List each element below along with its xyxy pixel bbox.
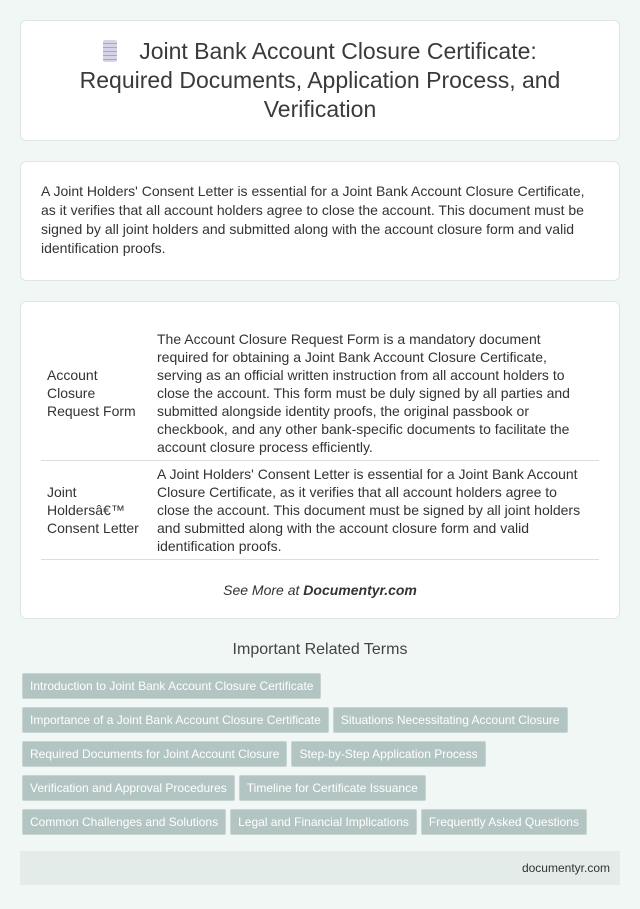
intro-card [20, 161, 620, 281]
page-title-text: Joint Bank Account Closure Certificate: Required Documents, Application Process, and Verification [79, 38, 561, 122]
related-tags [0, 673, 640, 843]
table-row [41, 461, 599, 560]
tag[interactable]: Importance of a Joint Bank Account Closure Certificate [22, 707, 329, 733]
header-card [20, 20, 620, 141]
tag[interactable]: Situations Necessitating Account Closure [333, 707, 568, 733]
see-more-site[interactable]: Documentyr.com [303, 582, 417, 598]
tag[interactable]: Frequently Asked Questions [421, 809, 587, 835]
tag[interactable]: Legal and Financial Implications [230, 809, 417, 835]
tag[interactable]: Timeline for Certificate Issuance [239, 775, 426, 801]
tag[interactable]: Common Challenges and Solutions [22, 809, 226, 835]
documents-card [20, 301, 620, 619]
document-icon [103, 40, 117, 62]
see-more-prefix: See More at [223, 582, 304, 598]
page-title [61, 37, 579, 124]
see-more-link[interactable] [41, 582, 599, 598]
tag[interactable]: Required Documents for Joint Account Closure [22, 741, 287, 767]
intro-text: A Joint Holders' Consent Letter is essential for a Joint Bank Account Closure Certificate, as it verifies that all account holders agree to close the account. This document must be signed by all joint holders and submitted along with the account closure form and valid identification proofs. [41, 183, 585, 256]
tag[interactable]: Step-by-Step Application Process [291, 741, 485, 767]
related-heading: Important Related Terms [232, 641, 408, 658]
tag[interactable]: Verification and Approval Procedures [22, 775, 235, 801]
row-key: Account Closure Request Form [41, 326, 151, 461]
row-key: Joint Holdersâ€™ Consent Letter [41, 461, 151, 560]
row-value: The Account Closure Request Form is a mandatory document required for obtaining a Joint Bank Account Closure Certificate, serving as an official written instruction from all account holders to close the account. This form must be duly signed by all parties and submitted alongside identity proofs, the original passbook or checkbook, and any other bank-specific documents to facilitate the account closure process efficiently. [151, 326, 599, 461]
footer: documentyr.com [20, 851, 620, 885]
tag[interactable]: Introduction to Joint Bank Account Closure Certificate [22, 673, 321, 699]
row-value: A Joint Holders' Consent Letter is essential for a Joint Bank Account Closure Certificate, as it verifies that all account holders agree to close the account. This document must be signed by all joint holders and submitted along with the account closure form and valid identification proofs. [151, 461, 599, 560]
documents-table [41, 326, 599, 560]
table-row [41, 326, 599, 461]
